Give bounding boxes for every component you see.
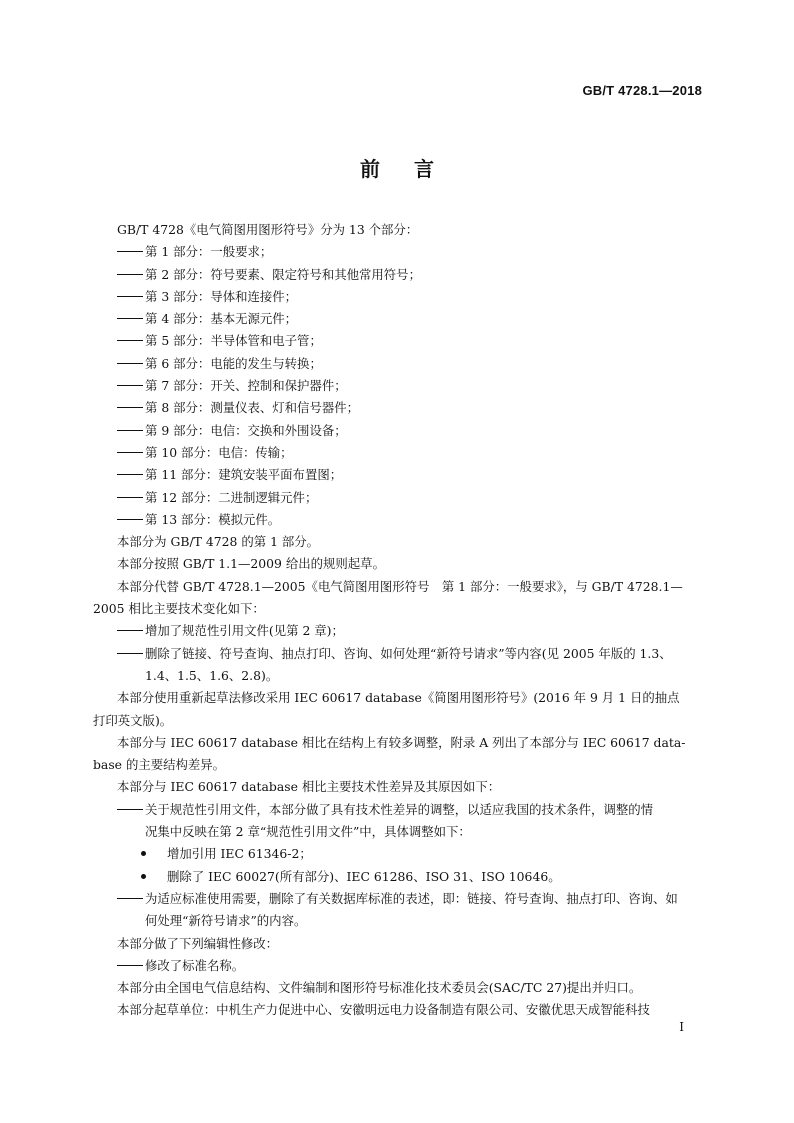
dash-mark [117,888,145,910]
replacement-paragraph [93,576,707,621]
part-item: 第 11 部分：建筑安装平面布置图； [117,464,707,486]
page-number: I [679,1020,684,1034]
bullet-item: 删除了 IEC 60027(所有部分)、IEC 61286、ISO 31、ISO 10646。 [117,866,707,888]
editorial-intro: 本部分做了下列编辑性修改： [117,935,279,951]
structure-paragraph [93,732,707,777]
dash-mark [117,643,145,665]
difference-item: 为适应标准使用需要，删除了有关数据库标准的表述，即：链接、符号查询、抽点打印、咨询、如 [117,888,707,910]
dash-mark [117,955,145,977]
page-title: 前言 [360,157,468,181]
dash-mark [117,799,145,821]
part-item: 第 9 部分：电信：交换和外围设备； [117,420,707,442]
structure-line: base 的主要结构差异。 [93,757,226,773]
part-item: 第 7 部分：开关、控制和保护器件； [117,375,707,397]
part-item: 第 4 部分：基本无源元件； [117,308,707,330]
difference-continuation: 况集中反映在第 2 章“规范性引用文件”中，具体调整如下： [145,824,471,840]
iec-line: 打印英文版)。 [93,712,173,728]
part-item: 第 12 部分：二进制逻辑元件； [117,487,707,509]
part-item: 第 1 部分：一般要求； [117,241,707,263]
iec-line: 本部分使用重新起草法修改采用 IEC 60617 database《简图用图形符号》(2016 年 9 月 1 日的抽点 [117,690,680,706]
difference-continuation: 何处理“新符号请求”的内容。 [145,913,307,929]
dash-mark [117,420,145,442]
dash-mark [117,264,145,286]
dash-mark [117,375,145,397]
dash-mark [117,442,145,464]
differences-intro: 本部分与 IEC 60617 database 相比主要技术性差异及其原因如下： [117,779,501,795]
difference-item: 关于规范性引用文件，本部分做了具有技术性差异的调整，以适应我国的技术条件，调整的情 [117,799,707,821]
change-item-continuation: 1.4、1.5、1.6、2.8)。 [145,667,279,683]
part-item: 第 6 部分：电能的发生与转换； [117,353,707,375]
standard-code: GB/T 4728.1—2018 [582,83,702,98]
change-item: 增加了规范性引用文件(见第 2 章)； [117,620,707,642]
intro-paragraph: GB/T 4728《电气简图用图形符号》分为 13 个部分： [117,222,419,237]
dash-mark [117,464,145,486]
structure-line: 本部分与 IEC 60617 database 相比在结构上有较多调整，附录 A 列出了本部分与 IEC 60617 data- [117,734,686,750]
dash-mark [117,353,145,375]
bullet-item: 增加引用 IEC 61346-2； [117,843,707,865]
iec-adoption-paragraph [93,687,707,732]
part-statement: 本部分为 GB/T 4728 的第 1 部分。 [117,534,320,550]
bullet-icon [141,866,167,888]
part-item: 第 10 部分：电信：传输； [117,442,707,464]
drafting-rules: 本部分按照 GB/T 1.1—2009 给出的规则起草。 [117,556,385,572]
dash-mark [117,397,145,419]
dash-mark [117,330,145,352]
dash-mark [117,509,145,531]
change-item: 删除了链接、符号查询、抽点打印、咨询、如何处理“新符号请求”等内容(见 2005 年版的 1.3、 [117,643,707,665]
bullet-icon [141,843,167,865]
part-item: 第 5 部分：半导体管和电子管； [117,330,707,352]
drafters-paragraph: 本部分起草单位：中机生产力促进中心、安徽明远电力设备制造有限公司、安徽优思天成智能科技 [117,1002,650,1018]
document-body [93,219,707,1022]
part-item: 第 13 部分：模拟元件。 [117,509,707,531]
dash-mark [117,620,145,642]
replacement-line: 本部分代替 GB/T 4728.1—2005《电气简图用图形符号 第 1 部分：一般要求》，与 GB/T 4728.1— [117,578,683,594]
editorial-item: 修改了标准名称。 [117,955,707,977]
committee-paragraph: 本部分由全国电气信息结构、文件编制和图形符号标准化技术委员会(SAC/TC 27)提出并归口。 [117,980,642,996]
part-item: 第 8 部分：测量仪表、灯和信号器件； [117,397,707,419]
dash-mark [117,286,145,308]
replacement-line: 2005 相比主要技术变化如下： [93,601,265,617]
dash-mark [117,487,145,509]
part-item: 第 3 部分：导体和连接件； [117,286,707,308]
dash-mark [117,241,145,263]
dash-mark [117,308,145,330]
part-item: 第 2 部分：符号要素、限定符号和其他常用符号； [117,264,707,286]
